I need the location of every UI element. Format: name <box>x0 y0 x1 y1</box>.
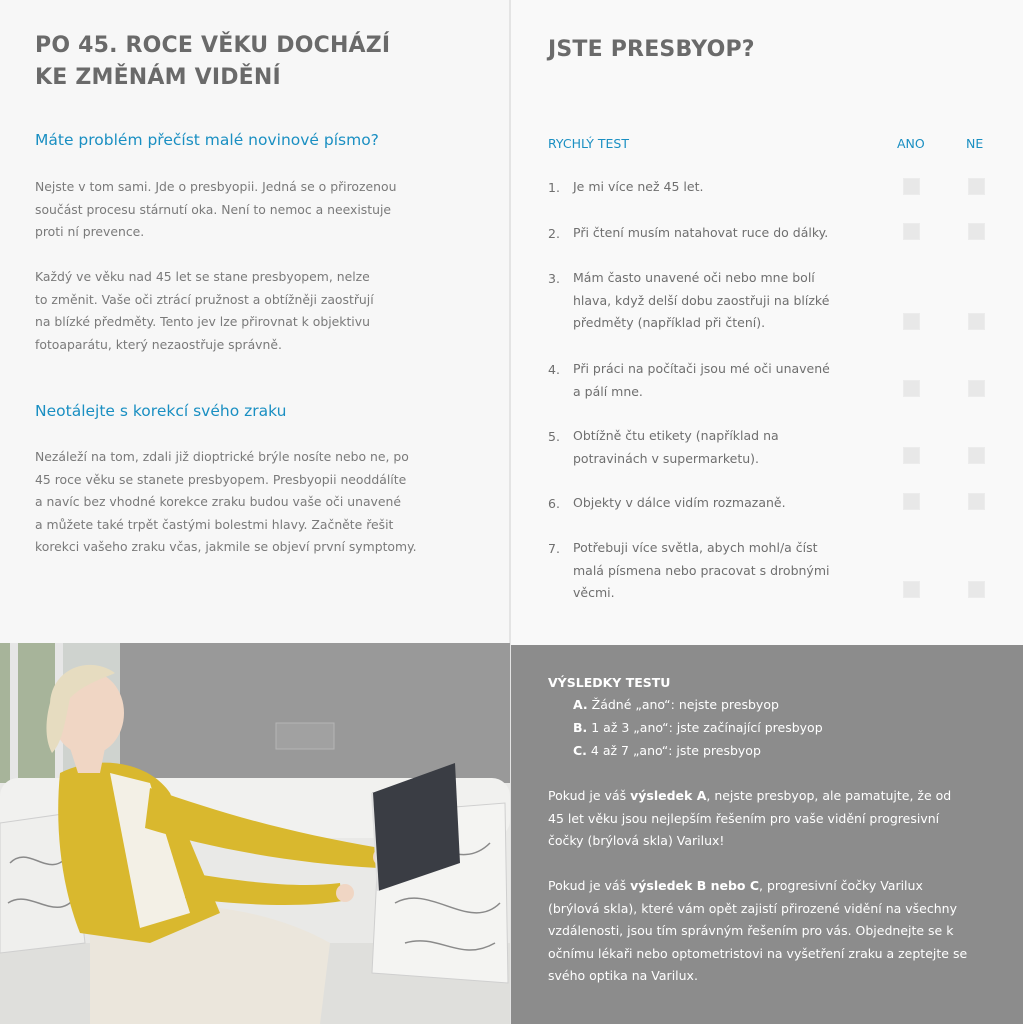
question-line: předměty (například při čtení). <box>573 315 766 330</box>
para1-pre: Pokud je váš <box>548 788 631 803</box>
paragraph-line: Nejste v tom sami. Jde o presbyopii. Jedná se o přirozenou <box>35 179 397 194</box>
result-a-explanation <box>548 785 968 853</box>
question-line: Při čtení musím natahovat ruce do dálky. <box>573 225 829 240</box>
right-heading: JSTE PRESBYOP? <box>548 37 755 62</box>
q6-no-checkbox[interactable] <box>968 493 985 510</box>
paragraph-line: na blízké předměty. Tento jev lze přirovnat k objektivu <box>35 314 370 329</box>
para1-bold: výsledek A <box>630 788 707 803</box>
question-text <box>573 425 863 470</box>
quick-test-title: RYCHLÝ TEST <box>548 136 629 151</box>
question-text <box>573 222 873 245</box>
question-line: a pálí mne. <box>573 383 643 399</box>
result-c-label: C. <box>573 743 587 758</box>
para2-bold: výsledek B nebo C <box>630 878 760 893</box>
result-b-label: B. <box>573 720 588 735</box>
section1-paragraph2 <box>35 266 374 356</box>
result-c <box>573 743 761 758</box>
question-line: Obtížně čtu etikety (například na <box>573 428 779 443</box>
question-line: Objekty v dálce vidím rozmazaně. <box>573 495 786 510</box>
q7-yes-checkbox[interactable] <box>903 581 920 598</box>
q1-no-checkbox[interactable] <box>968 178 985 195</box>
left-heading <box>35 30 390 94</box>
question-number: 7. <box>548 541 560 556</box>
q4-yes-checkbox[interactable] <box>903 380 920 397</box>
q2-yes-checkbox[interactable] <box>903 223 920 240</box>
question-line: Při práci na počítači jsou mé oči unavené <box>573 361 830 376</box>
question-text <box>573 267 863 335</box>
question-number: 1. <box>548 180 560 195</box>
section2-paragraph <box>35 446 417 559</box>
question-text <box>573 537 863 605</box>
left-heading-line2: KE ZMĚNÁM VIDĚNÍ <box>35 65 281 90</box>
para1-post: , nejste presbyop, ale pamatujte, že od 45 let věku jsou nejlepším řešením pro vaše vidění progresivní čočky (brýlová skla) Varilux! <box>548 788 952 848</box>
question-line: věcmi. <box>573 585 615 600</box>
left-heading-line1: PO 45. ROCE VĚKU DOCHÁZÍ <box>35 33 391 58</box>
question-line: malá písmena nebo pracovat s drobnými <box>573 562 830 578</box>
question-text <box>573 492 863 515</box>
question-number: 2. <box>548 226 560 241</box>
question-text <box>573 176 863 199</box>
question-number: 4. <box>548 362 560 377</box>
question-line: Mám často unavené oči nebo mne bolí <box>573 270 815 285</box>
section1-title: Máte problém přečíst malé novinové písmo? <box>35 131 379 149</box>
result-bc-explanation <box>548 875 968 988</box>
question-line: Potřebuji více světla, abych mohl/a číst <box>573 540 818 555</box>
q5-yes-checkbox[interactable] <box>903 447 920 464</box>
paragraph-line: a navíc bez vhodné korekce zraku budou vaše oči unavené <box>35 494 401 509</box>
paragraph-line: a můžete také trpět častými bolestmi hlavy. Začněte řešit <box>35 516 394 532</box>
q7-no-checkbox[interactable] <box>968 581 985 598</box>
column-yes-label: ANO <box>897 136 925 151</box>
results-title: VÝSLEDKY TESTU <box>548 675 671 690</box>
result-b-text: 1 až 3 „ano“: jste začínající presbyop <box>587 720 823 735</box>
q4-no-checkbox[interactable] <box>968 380 985 397</box>
paragraph-line: 45 roce věku se stanete presbyopem. Presbyopii neoddálíte <box>35 471 407 487</box>
photo-illustration <box>0 643 510 1024</box>
q3-yes-checkbox[interactable] <box>903 313 920 330</box>
paragraph-line: Každý ve věku nad 45 let se stane presbyopem, nelze <box>35 269 370 284</box>
question-number: 3. <box>548 271 560 286</box>
section1-paragraph1 <box>35 176 396 244</box>
paragraph-line: Nezáleží na tom, zdali již dioptrické brýle nosíte nebo ne, po <box>35 449 409 464</box>
question-text <box>573 358 863 403</box>
question-line: potravinách v supermarketu). <box>573 450 759 466</box>
result-a-label: A. <box>573 697 588 712</box>
q2-no-checkbox[interactable] <box>968 223 985 240</box>
para2-pre: Pokud je váš <box>548 878 631 893</box>
paragraph-line: proti ní prevence. <box>35 224 145 239</box>
column-no-label: NE <box>966 136 984 151</box>
result-c-text: 4 až 7 „ano“: jste presbyop <box>586 743 761 758</box>
question-line: Je mi více než 45 let. <box>573 179 704 194</box>
paragraph-line: to změnit. Vaše oči ztrácí pružnost a obtížněji zaostřují <box>35 291 374 307</box>
q3-no-checkbox[interactable] <box>968 313 985 330</box>
question-number: 5. <box>548 429 560 444</box>
woman-reading-photo <box>0 643 510 1024</box>
para2-post: , progresivní čočky Varilux (brýlová skla), které vám opět zajistí přirozené vidění na všechny vzdálenosti, jsou tím správným řešením pro vás. Objednejte se k očnímu lékaři nebo optometristovi na vyšetření zraku a zeptejte se svého optika na Varilux. <box>548 878 968 983</box>
section2-title: Neotálejte s korekcí svého zraku <box>35 402 287 420</box>
q1-yes-checkbox[interactable] <box>903 178 920 195</box>
q6-yes-checkbox[interactable] <box>903 493 920 510</box>
paragraph-line: korekci vašeho zraku včas, jakmile se objeví první symptomy. <box>35 539 417 554</box>
results-panel <box>511 645 1023 1024</box>
q5-no-checkbox[interactable] <box>968 447 985 464</box>
paragraph-line: součást procesu stárnutí oka. Není to nemoc a neexistuje <box>35 201 392 217</box>
question-line: hlava, když delší dobu zaostřuji na blízké <box>573 292 830 308</box>
paragraph-line: fotoaparátu, který nezaostřuje správně. <box>35 336 282 352</box>
result-b <box>573 720 823 735</box>
result-a-text: Žádné „ano“: nejste presbyop <box>587 697 779 712</box>
question-number: 6. <box>548 496 560 511</box>
result-a <box>573 697 779 712</box>
